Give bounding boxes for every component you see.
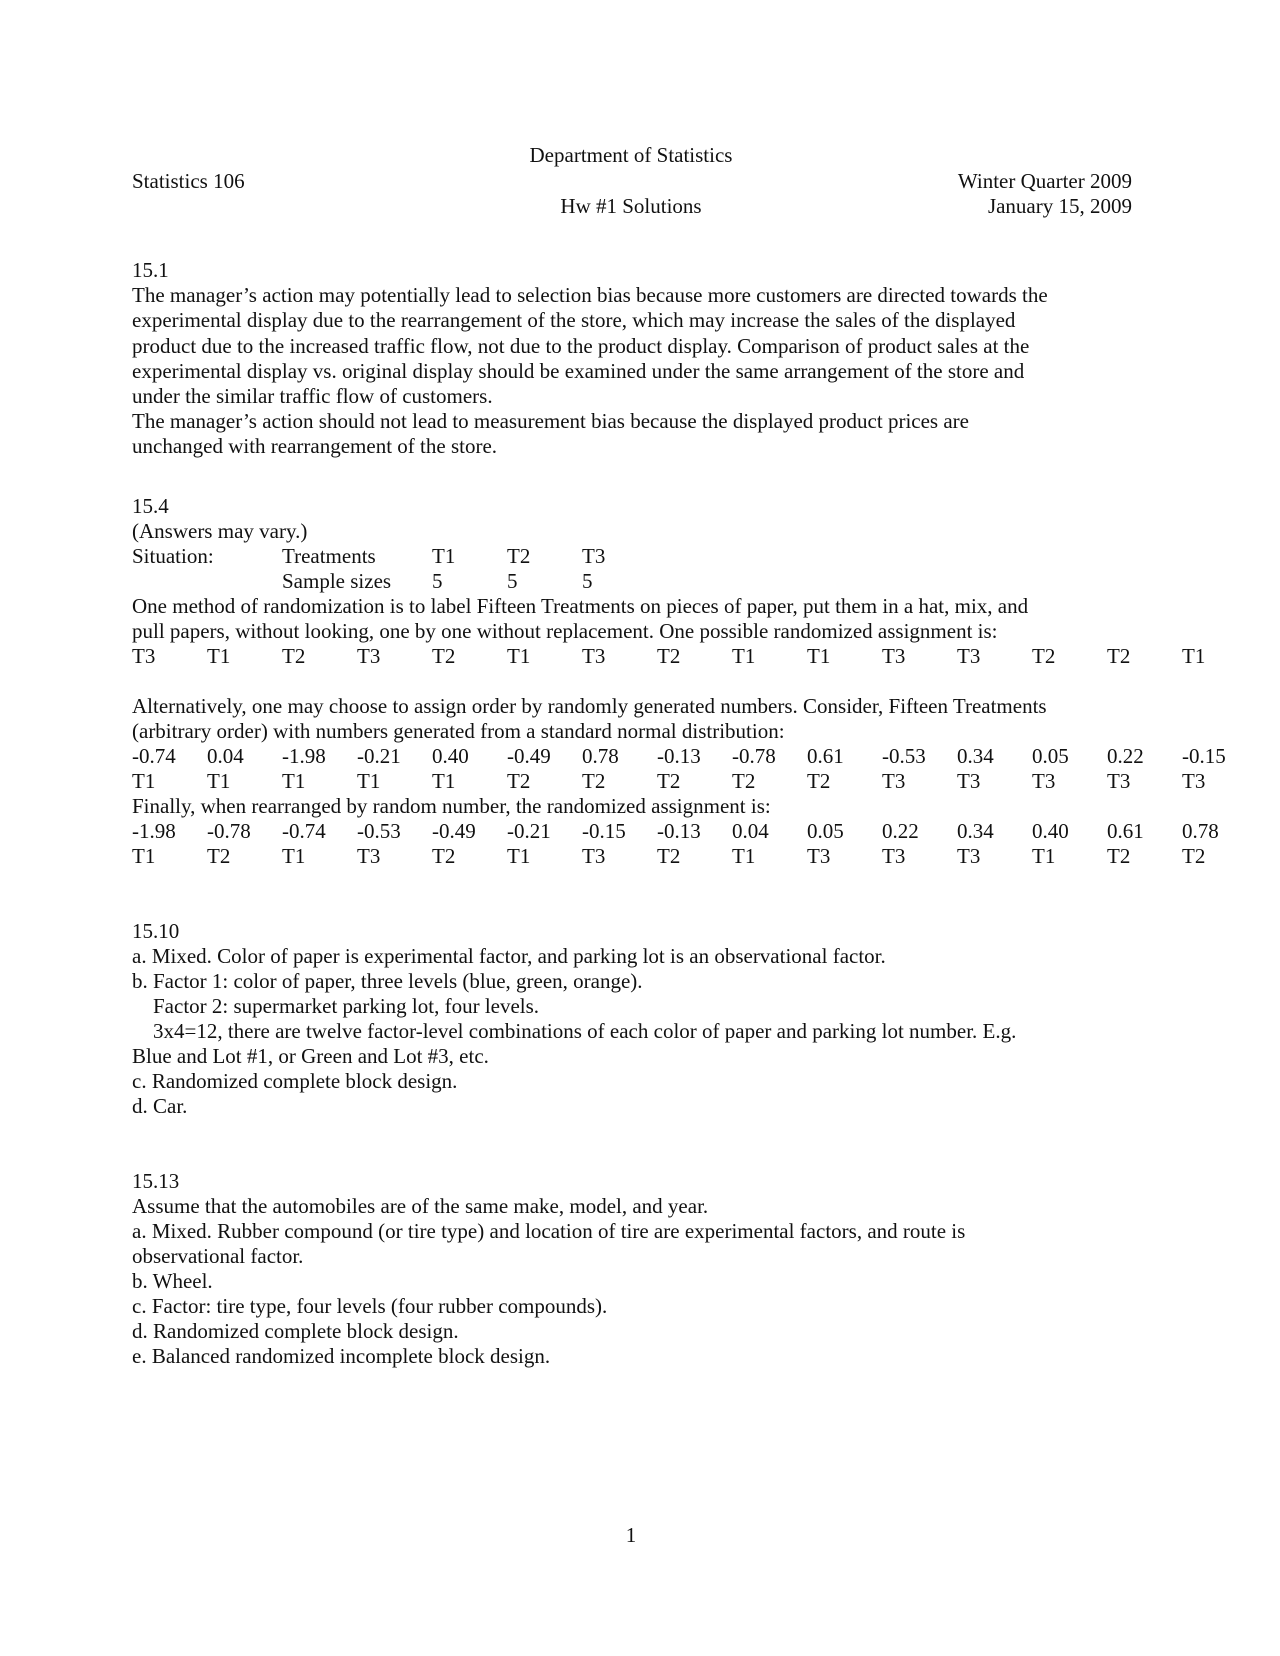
table-cell: T1 bbox=[732, 644, 756, 668]
table-cell: T2 bbox=[432, 844, 456, 868]
table-cell: 0.05 bbox=[1032, 744, 1069, 768]
paragraph-line: (arbitrary order) with numbers generated from a standard normal distribution: bbox=[132, 719, 785, 743]
course-name: Statistics 106 bbox=[132, 169, 245, 193]
table-cell: T3 bbox=[882, 769, 906, 793]
table-cell: T1 bbox=[507, 644, 531, 668]
paragraph-line: experimental display vs. original display should be examined under the same arrangement of the store and bbox=[132, 359, 1025, 383]
paragraph-line: under the similar traffic flow of customers. bbox=[132, 384, 493, 408]
table-cell: T2 bbox=[657, 644, 681, 668]
table-cell: T2 bbox=[282, 644, 306, 668]
table-cell: T1 bbox=[207, 644, 231, 668]
paragraph-line: Factor 2: supermarket parking lot, four levels. bbox=[153, 994, 540, 1018]
table-cell: 0.40 bbox=[1032, 819, 1069, 843]
table-cell: T2 bbox=[1107, 844, 1131, 868]
table-cell: T2 bbox=[582, 769, 606, 793]
paragraph-line: e. Balanced randomized incomplete block design. bbox=[132, 1344, 551, 1368]
table-cell: T3 bbox=[957, 769, 981, 793]
paragraph-line: pull papers, without looking, one by one without replacement. One possible randomized assignment is: bbox=[132, 619, 998, 643]
paragraph-line: The manager’s action should not lead to measurement bias because the displayed product prices are bbox=[132, 409, 969, 433]
table-cell: T3 bbox=[357, 644, 381, 668]
table-cell: T1 bbox=[1032, 844, 1056, 868]
table-cell: T3 bbox=[882, 644, 906, 668]
problem-number-15-13: 15.13 bbox=[132, 1169, 180, 1193]
paragraph-line: observational factor. bbox=[132, 1244, 304, 1268]
table-cell: T1 bbox=[282, 769, 306, 793]
table-cell: T2 bbox=[657, 769, 681, 793]
table-cell: -0.78 bbox=[207, 819, 251, 843]
problem-number-15-10: 15.10 bbox=[132, 919, 180, 943]
table-cell: -1.98 bbox=[282, 744, 326, 768]
problem-number-15-4: 15.4 bbox=[132, 494, 169, 518]
department-title: Department of Statistics bbox=[529, 143, 733, 167]
paragraph-line: b. Factor 1: color of paper, three levels (blue, green, orange). bbox=[132, 969, 643, 993]
table-cell: T3 bbox=[357, 844, 381, 868]
answers-note: (Answers may vary.) bbox=[132, 519, 308, 543]
table-cell: -0.13 bbox=[657, 819, 701, 843]
table-cell: T2 bbox=[732, 769, 756, 793]
table-cell: 0.78 bbox=[1182, 819, 1219, 843]
table-cell: T1 bbox=[807, 644, 831, 668]
paragraph-line: Finally, when rearranged by random number, the randomized assignment is: bbox=[132, 794, 771, 818]
paragraph-line: a. Mixed. Rubber compound (or tire type) and location of tire are experimental factors, and route is bbox=[132, 1219, 966, 1243]
table-cell: T3 bbox=[957, 844, 981, 868]
treatments-label: Treatments bbox=[282, 544, 376, 568]
table-cell: -0.15 bbox=[1182, 744, 1226, 768]
table-cell: T3 bbox=[1107, 769, 1131, 793]
table-cell: -0.74 bbox=[282, 819, 326, 843]
table-cell: T2 bbox=[432, 644, 456, 668]
table-cell: T2 bbox=[507, 769, 531, 793]
paragraph-line: unchanged with rearrangement of the store. bbox=[132, 434, 498, 458]
table-cell: T1 bbox=[732, 844, 756, 868]
table-cell: -0.78 bbox=[732, 744, 776, 768]
paragraph-line: a. Mixed. Color of paper is experimental factor, and parking lot is an observational factor. bbox=[132, 944, 886, 968]
table-cell: T3 bbox=[1032, 769, 1056, 793]
table-cell: T3 bbox=[1182, 769, 1206, 793]
table-cell: -1.98 bbox=[132, 819, 176, 843]
table-cell: T2 bbox=[1182, 844, 1206, 868]
table-cell: 0.22 bbox=[1107, 744, 1144, 768]
table-cell: T1 bbox=[282, 844, 306, 868]
paragraph-line: Alternatively, one may choose to assign order by randomly generated numbers. Consider, Fifteen Treatments bbox=[132, 694, 1047, 718]
term: Winter Quarter 2009 bbox=[957, 169, 1132, 193]
table-cell: T1 bbox=[207, 769, 231, 793]
table-cell: 0.04 bbox=[207, 744, 244, 768]
table-cell: 0.78 bbox=[582, 744, 619, 768]
table-cell: -0.49 bbox=[432, 819, 476, 843]
treatment-header: T2 bbox=[507, 544, 531, 568]
table-cell: -0.49 bbox=[507, 744, 551, 768]
table-cell: T1 bbox=[357, 769, 381, 793]
sample-size: 5 bbox=[507, 569, 518, 593]
paragraph-line: c. Randomized complete block design. bbox=[132, 1069, 458, 1093]
paragraph-line: 3x4=12, there are twelve factor-level combinations of each color of paper and parking lot number. E.g. bbox=[153, 1019, 1017, 1043]
paragraph-line: b. Wheel. bbox=[132, 1269, 213, 1293]
document-title: Hw #1 Solutions bbox=[560, 194, 702, 218]
table-cell: 0.22 bbox=[882, 819, 919, 843]
table-cell: 0.34 bbox=[957, 819, 994, 843]
table-cell: -0.21 bbox=[357, 744, 401, 768]
table-cell: -0.74 bbox=[132, 744, 176, 768]
table-cell: T3 bbox=[957, 644, 981, 668]
table-cell: T1 bbox=[1182, 644, 1206, 668]
table-cell: T2 bbox=[207, 844, 231, 868]
paragraph-line: Assume that the automobiles are of the same make, model, and year. bbox=[132, 1194, 709, 1218]
table-cell: 0.05 bbox=[807, 819, 844, 843]
paragraph-line: product due to the increased traffic flow, not due to the product display. Comparison of product sales at the bbox=[132, 334, 1030, 358]
table-cell: 0.40 bbox=[432, 744, 469, 768]
paragraph-line: The manager’s action may potentially lead to selection bias because more customers are directed towards the bbox=[132, 283, 1048, 307]
document-date: January 15, 2009 bbox=[987, 194, 1132, 218]
table-cell: 0.61 bbox=[1107, 819, 1144, 843]
table-cell: -0.53 bbox=[357, 819, 401, 843]
table-cell: T1 bbox=[132, 844, 156, 868]
table-cell: -0.13 bbox=[657, 744, 701, 768]
table-cell: T2 bbox=[807, 769, 831, 793]
table-cell: T2 bbox=[1107, 644, 1131, 668]
table-cell: -0.21 bbox=[507, 819, 551, 843]
paragraph-line: d. Car. bbox=[132, 1094, 188, 1118]
table-cell: 0.04 bbox=[732, 819, 769, 843]
page-number: 1 bbox=[625, 1523, 637, 1547]
table-cell: T3 bbox=[807, 844, 831, 868]
sample-size: 5 bbox=[582, 569, 593, 593]
table-cell: 0.61 bbox=[807, 744, 844, 768]
table-cell: T2 bbox=[657, 844, 681, 868]
table-cell: T3 bbox=[582, 644, 606, 668]
paragraph-line: Blue and Lot #1, or Green and Lot #3, etc. bbox=[132, 1044, 489, 1068]
table-cell: -0.15 bbox=[582, 819, 626, 843]
paragraph-line: experimental display due to the rearrangement of the store, which may increase the sales of the displayed bbox=[132, 308, 1016, 332]
table-cell: T1 bbox=[132, 769, 156, 793]
situation-label: Situation: bbox=[132, 544, 214, 568]
paragraph-line: c. Factor: tire type, four levels (four rubber compounds). bbox=[132, 1294, 608, 1318]
table-cell: T2 bbox=[1032, 644, 1056, 668]
table-cell: 0.34 bbox=[957, 744, 994, 768]
table-cell: -0.53 bbox=[882, 744, 926, 768]
treatment-header: T1 bbox=[432, 544, 456, 568]
table-cell: T1 bbox=[507, 844, 531, 868]
table-cell: T3 bbox=[132, 644, 156, 668]
table-cell: T1 bbox=[432, 769, 456, 793]
paragraph-line: One method of randomization is to label Fifteen Treatments on pieces of paper, put them in a hat, mix, and bbox=[132, 594, 1029, 618]
paragraph-line: d. Randomized complete block design. bbox=[132, 1319, 459, 1343]
table-cell: T3 bbox=[882, 844, 906, 868]
problem-number-15-1: 15.1 bbox=[132, 258, 169, 282]
treatment-header: T3 bbox=[582, 544, 606, 568]
sample-size: 5 bbox=[432, 569, 443, 593]
table-cell: T3 bbox=[582, 844, 606, 868]
sample-sizes-label: Sample sizes bbox=[282, 569, 392, 593]
